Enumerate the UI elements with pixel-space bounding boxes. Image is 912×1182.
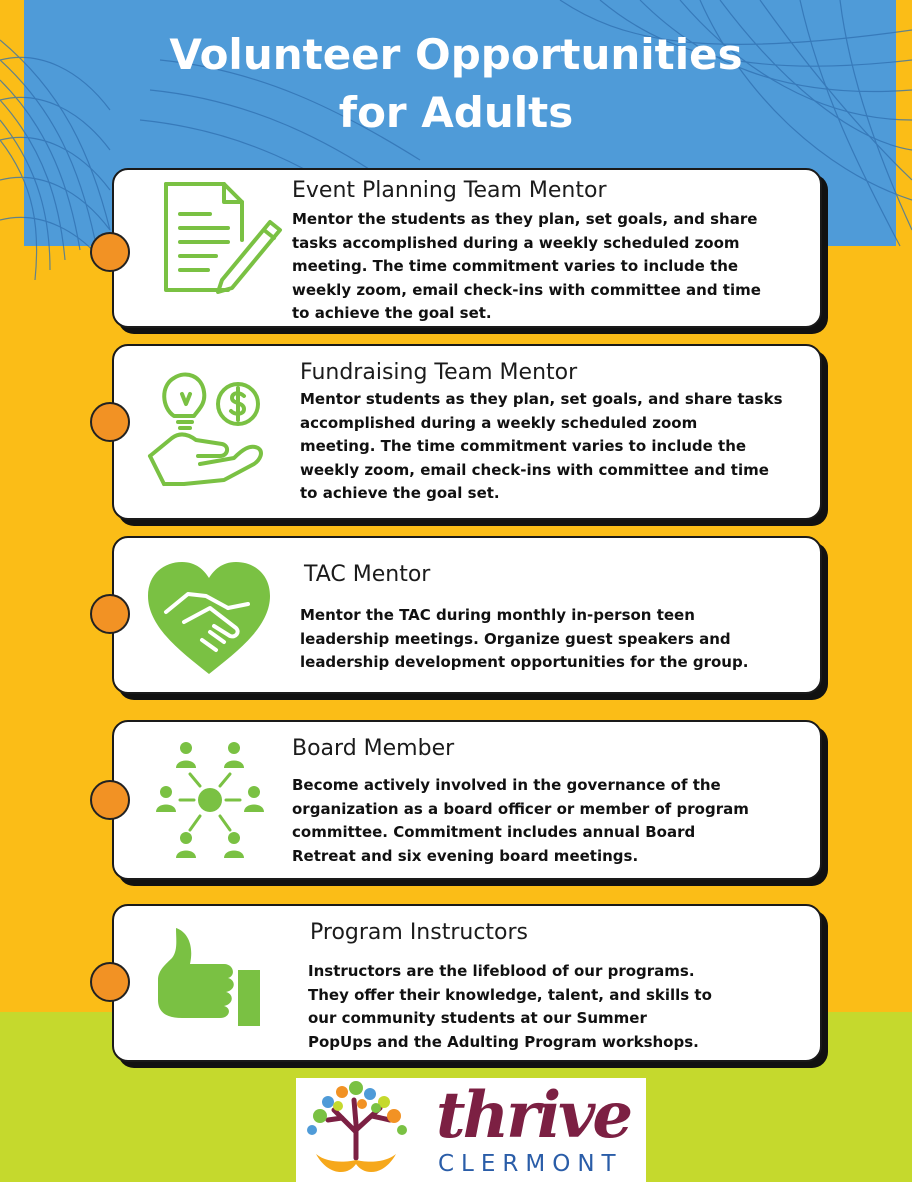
thrive-clermont-logo: [296, 1078, 646, 1182]
card-title: Program Instructors: [310, 920, 529, 945]
bullet-dot: [90, 232, 130, 272]
lightbulb-dollar-hand-icon: [144, 364, 274, 494]
bullet-dot: [90, 962, 130, 1002]
card-tac-mentor: [112, 536, 822, 694]
brand-subtitle: CLERMONT: [438, 1151, 623, 1177]
card-description: [308, 960, 712, 1054]
desc-line: meeting. The time commitment varies to include the: [300, 437, 747, 455]
card-event-planning: [112, 168, 822, 328]
desc-line: Instructors are the lifeblood of our programs.: [308, 962, 695, 980]
bullet-dot: [90, 594, 130, 634]
desc-line: to achieve the goal set.: [300, 484, 500, 502]
desc-line: Retreat and six evening board meetings.: [292, 846, 639, 865]
document-pencil-icon: [138, 180, 298, 300]
card-program-instructors: [112, 904, 822, 1062]
desc-line: Become actively involved in the governance of the: [292, 776, 721, 794]
card-fundraising: [112, 344, 822, 520]
card-title: Board Member: [292, 736, 455, 761]
card-description: [292, 208, 761, 326]
desc-line: our community students at our Summer: [308, 1009, 647, 1027]
desc-line: tasks accomplished during a weekly scheduled zoom: [292, 233, 740, 252]
desc-line: accomplished during a weekly scheduled zoom: [300, 413, 698, 432]
tree-hands-logo-icon: [298, 1080, 414, 1180]
desc-line: weekly zoom, email check-ins with committee and time: [292, 280, 761, 299]
desc-line: Mentor students as they plan, set goals, and share tasks: [300, 390, 783, 408]
card-description: [292, 774, 749, 868]
card-title: Fundraising Team Mentor: [300, 360, 578, 385]
desc-line: PopUps and the Adulting Program workshops.: [308, 1032, 699, 1051]
brand-wordmark: thrive: [436, 1078, 631, 1153]
card-description: [300, 388, 783, 506]
desc-line: Mentor the TAC during monthly in-person teen: [300, 606, 695, 624]
desc-line: leadership development opportunities for the group.: [300, 653, 749, 671]
people-network-icon: [154, 738, 266, 862]
desc-line: meeting. The time commitment varies to include the: [292, 257, 739, 275]
desc-line: committee. Commitment includes annual Board: [292, 823, 696, 841]
desc-line: weekly zoom, email check-ins with committee and time: [300, 460, 769, 479]
title-line-2: for Adults: [338, 88, 574, 137]
desc-line: to achieve the goal set.: [292, 304, 492, 322]
card-title: Event Planning Team Mentor: [292, 178, 607, 203]
heart-handshake-icon: [144, 558, 274, 678]
card-title: TAC Mentor: [304, 562, 431, 587]
desc-line: organization as a board officer or member of program: [292, 799, 749, 818]
title-line-1: Volunteer Opportunities: [169, 30, 743, 79]
card-description: [300, 604, 748, 675]
bullet-dot: [90, 780, 130, 820]
page-title: [0, 26, 912, 142]
desc-line: They offer their knowledge, talent, and skills to: [308, 985, 712, 1004]
bullet-dot: [90, 402, 130, 442]
card-board-member: [112, 720, 822, 880]
thumbs-up-icon: [154, 924, 264, 1034]
desc-line: leadership meetings. Organize guest speakers and: [300, 629, 731, 648]
desc-line: Mentor the students as they plan, set goals, and share: [292, 210, 758, 228]
